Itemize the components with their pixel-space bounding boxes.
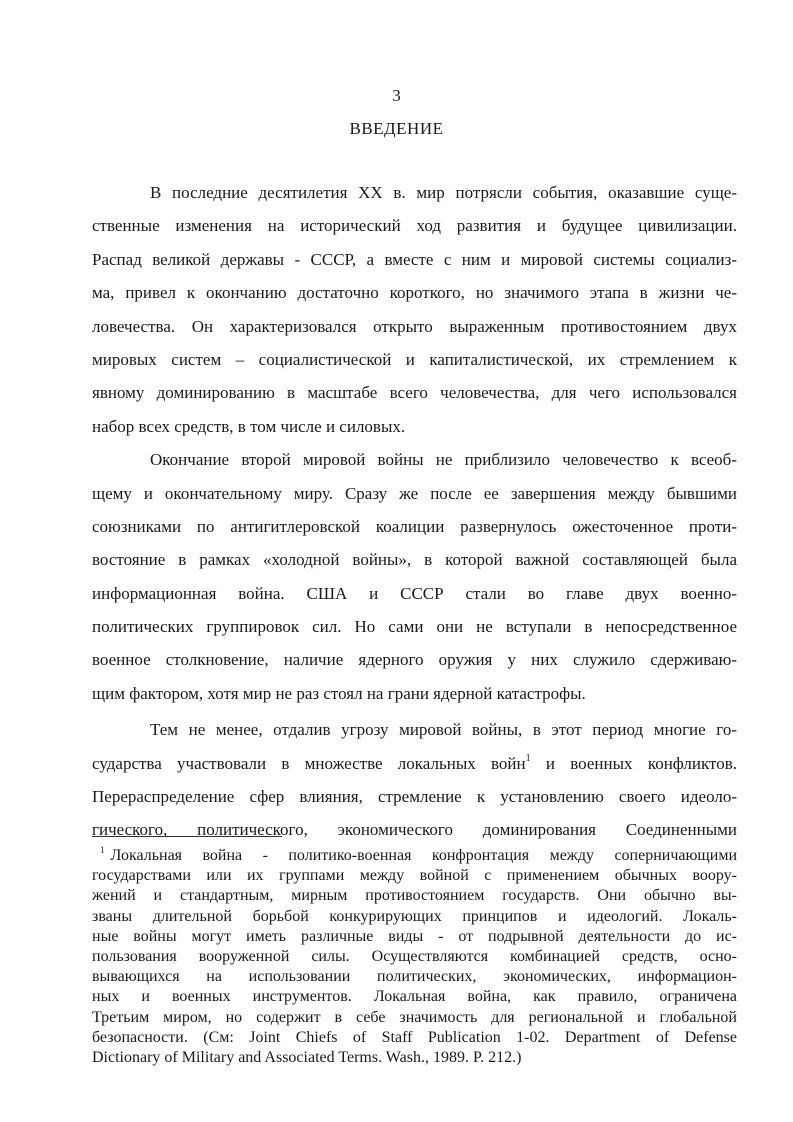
text-line: Тем не менее, отдалив угрозу мировой войны, в этот период многие го- — [150, 720, 737, 740]
footnote-line: Dictionary of Military and Associated Terms. Wash., 1989. P. 212.) — [92, 1048, 522, 1066]
main-text — [92, 176, 737, 847]
footnote-line: пользования вооруженной силы. Осуществляются комбинацией средств, осно- — [92, 947, 737, 965]
text-line: политических группировок сил. Но сами они не вступали в непосредственное — [92, 617, 737, 637]
text-line: востояние в рамках «холодной войны», в которой важной составляющей была — [92, 550, 737, 570]
footnote-line: Третьим миром, но содержит в себе значимость для региональной и глобальной — [92, 1008, 737, 1026]
text-line: Окончание второй мировой войны не приблизило человечество к всеоб- — [150, 450, 737, 470]
text-line: союзниками по антигитлеровской коалиции развернулось ожесточенное проти- — [92, 516, 737, 536]
text-line-with-footnote — [92, 747, 737, 780]
footnote-text: Локальная война - политико-военная конфронтация между соперничающими — [110, 847, 737, 864]
footnote-line: безопасности. (См: Joint Chiefs of Staff Publication 1-02. Department of Defense — [92, 1028, 737, 1046]
text-line: Перераспределение сфер влияния, стремление к установлению своего идеоло- — [92, 787, 737, 807]
text-line: ловечества. Он характеризовался открыто выраженным противостоянием двух — [92, 316, 737, 336]
text-line: ственные изменения на исторический ход развития и будущее цивилизации. — [92, 216, 737, 236]
text-fragment: сударства участвовали в множестве локальных войн — [92, 753, 526, 773]
text-line: щему и окончательному миру. Сразу же после ее завершения между бывшими — [92, 483, 737, 503]
footnote-line: жений и стандартным, мирным противостоянием государств. Они обычно вы- — [92, 887, 737, 905]
footnote-line: ные войны могут иметь различные виды - от подрывной деятельности до ис- — [92, 927, 737, 945]
footnote-reference[interactable]: 1 — [525, 752, 531, 764]
text-line: явному доминированию в масштабе всего человечества, для чего использовался — [92, 383, 737, 403]
text-line: ма, привел к окончанию достаточно короткого, но значимого этапа в жизни че- — [92, 283, 737, 303]
footnote-separator — [92, 836, 282, 837]
footnote — [92, 846, 737, 1068]
footnote-line — [92, 846, 737, 866]
footnote-marker: 1 — [100, 845, 105, 855]
text-line: мировых систем – социалистической и капиталистической, их стремлением к — [92, 349, 737, 369]
text-line: военное столкновение, наличие ядерного оружия у них служило сдерживаю- — [92, 650, 737, 670]
footnote-line: званы длительной борьбой конкурирующих принципов и идеологий. Локаль- — [92, 907, 737, 925]
text-line: щим фактором, хотя мир не раз стоял на грани ядерной катастрофы. — [92, 683, 586, 703]
text-line: гического, политического, экономического доминирования Соединенными — [92, 820, 737, 840]
text-line: В последние десятилетия XX в. мир потрясли события, оказавшие суще- — [150, 183, 737, 202]
section-heading: ВВЕДЕНИЕ — [349, 119, 444, 138]
text-line: набор всех средств, в том числе и силовых. — [92, 416, 406, 436]
text-fragment: и военных конфликтов. — [530, 753, 738, 773]
text-line: информационная война. США и СССР стали во главе двух военно- — [92, 583, 737, 603]
footnote-line: государствами или их группами между войной с применением обычных воору- — [92, 867, 737, 885]
footnote-line: ных и военных инструментов. Локальная война, как правило, ограничена — [92, 988, 737, 1006]
footnote-line: вывающихся на использовании политических, экономических, информацион- — [92, 968, 737, 986]
text-line: Распад великой державы - СССР, а вместе с ним и мировой системы социализ- — [92, 249, 737, 269]
page-number: 3 — [392, 86, 401, 105]
